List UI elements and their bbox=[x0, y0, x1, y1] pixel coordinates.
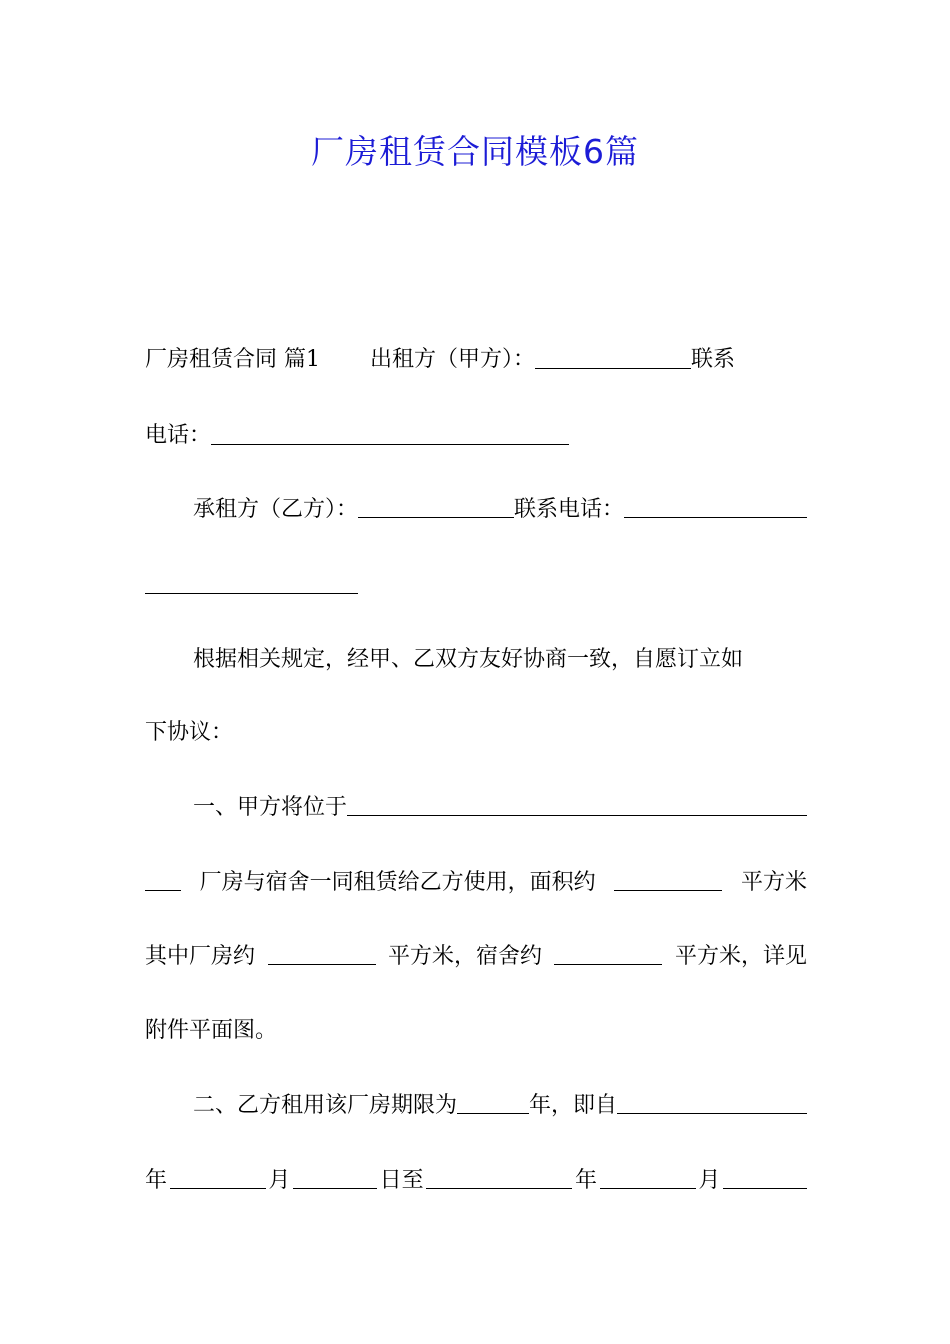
preamble-text-cont: 下协议： bbox=[145, 720, 234, 745]
paragraph-preamble bbox=[145, 645, 807, 675]
lessee-label: 承租方（乙方）： bbox=[193, 497, 359, 522]
location-blank bbox=[347, 793, 807, 816]
lessor-contact-label: 联系 bbox=[691, 347, 736, 372]
clause-1-line bbox=[145, 793, 807, 823]
end-day-blank bbox=[723, 1166, 807, 1189]
lessor-label: 出租方（甲方）： bbox=[370, 347, 536, 372]
day-to-label: 日至 bbox=[379, 1168, 424, 1193]
lessor-phone-blank bbox=[211, 422, 569, 445]
term-years-blank bbox=[457, 1091, 529, 1114]
month-label: 月 bbox=[268, 1168, 291, 1193]
year-label: 年 bbox=[145, 1168, 168, 1193]
end-month-label: 月 bbox=[698, 1168, 721, 1193]
area-blank bbox=[614, 868, 722, 891]
end-year-label: 年 bbox=[574, 1168, 597, 1193]
paragraph-preamble-cont bbox=[145, 718, 807, 748]
contract-line-lessee-phone-cont bbox=[145, 570, 807, 600]
clause-2-text: 二、乙方租用该厂房期限为 bbox=[193, 1093, 458, 1118]
clause-1-text-4: 附件平面图。 bbox=[145, 1018, 278, 1043]
lessee-phone-blank-cont bbox=[145, 571, 358, 594]
clause-1-line-3 bbox=[145, 942, 807, 972]
clause-2-line bbox=[145, 1091, 807, 1121]
lessee-phone-label: 联系电话： bbox=[514, 497, 625, 522]
factory-area-label: 其中厂房约 bbox=[145, 944, 256, 969]
clause-1-text-2: 厂房与宿舍一同租赁给乙方使用，面积约 bbox=[199, 870, 596, 895]
phone-label: 电话： bbox=[145, 423, 212, 448]
factory-area-blank bbox=[268, 942, 376, 965]
clause-1-line-4 bbox=[145, 1016, 807, 1046]
area-unit: 平方米 bbox=[740, 870, 807, 895]
contract-line-lessor-phone bbox=[145, 421, 807, 451]
end-month-blank bbox=[600, 1166, 696, 1189]
dorm-area-blank bbox=[554, 942, 662, 965]
dorm-area-label: 平方米，宿舍约 bbox=[387, 944, 542, 969]
preamble-text: 根据相关规定，经甲、乙双方友好协商一致，自愿订立如 bbox=[193, 647, 744, 672]
clause-2-line-2 bbox=[145, 1166, 807, 1196]
end-year-blank bbox=[426, 1166, 572, 1189]
start-day-blank bbox=[293, 1166, 377, 1189]
contract-line-lessee bbox=[145, 495, 807, 525]
location-blank-cont bbox=[145, 868, 181, 891]
start-year-blank bbox=[617, 1091, 807, 1114]
lessor-name-blank bbox=[535, 346, 691, 369]
clause-1-text: 一、甲方将位于 bbox=[193, 795, 348, 820]
lessee-phone-blank bbox=[624, 495, 807, 518]
clause-1-line-2 bbox=[145, 868, 807, 898]
lessee-name-blank bbox=[358, 495, 514, 518]
contract-line-lessor bbox=[145, 345, 807, 375]
section-heading: 厂房租赁合同 篇1 bbox=[145, 347, 320, 372]
document-title: 厂房租赁合同模板6篇 bbox=[311, 132, 639, 171]
start-month-blank bbox=[170, 1166, 266, 1189]
clause-2-text-2: 年，即自 bbox=[529, 1093, 618, 1118]
dorm-area-unit: 平方米，详见 bbox=[674, 944, 807, 969]
